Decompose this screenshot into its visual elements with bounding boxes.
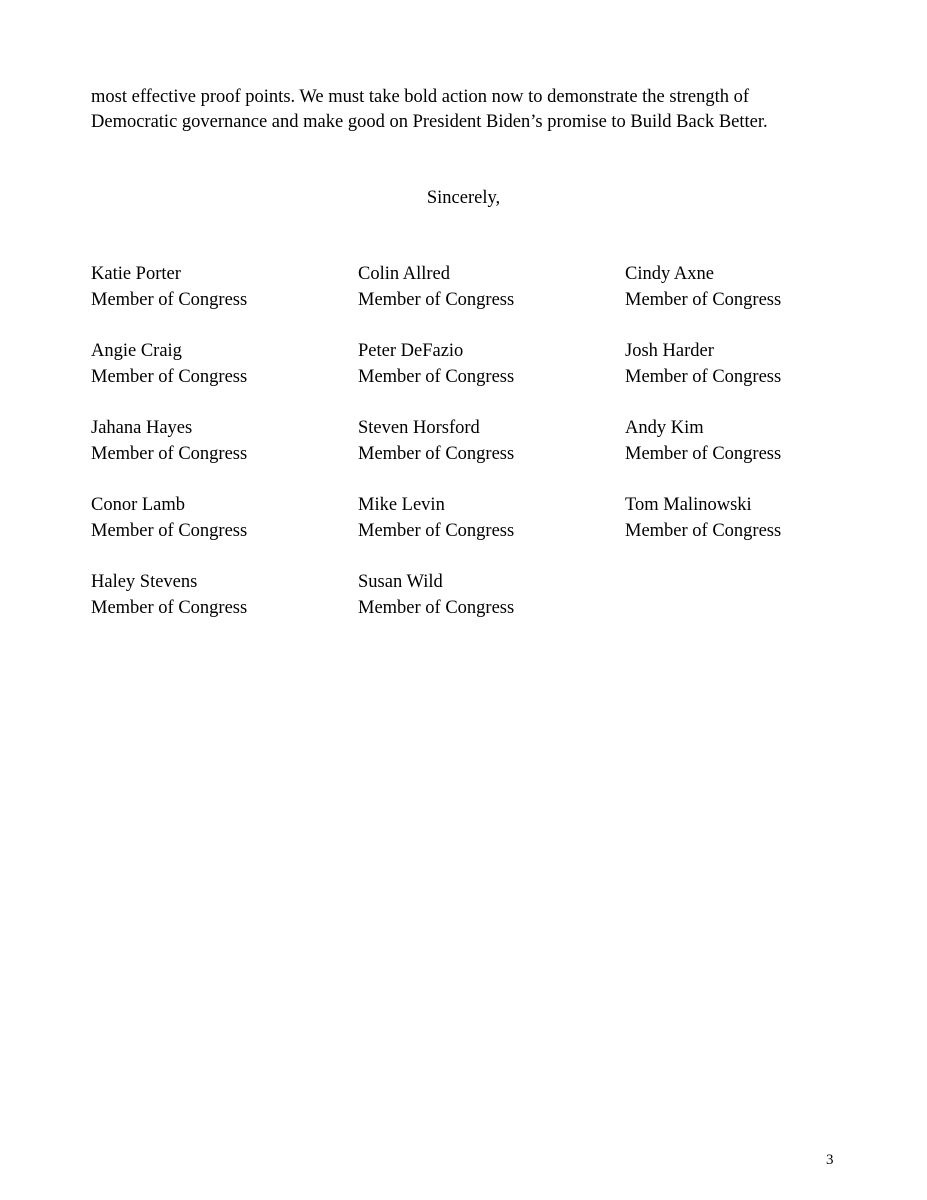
signer-title: Member of Congress	[625, 444, 782, 464]
signer-title: Member of Congress	[625, 367, 782, 387]
signer-jahana-hayes	[91, 415, 358, 467]
signer-title: Member of Congress	[358, 444, 515, 464]
signer-name: Andy Kim	[625, 418, 704, 438]
signer-name: Conor Lamb	[91, 495, 186, 515]
signer-name: Tom Malinowski	[625, 495, 752, 515]
signer-name: Cindy Axne	[625, 264, 714, 284]
signer-tom-malinowski	[625, 492, 851, 544]
signer-name: Haley Stevens	[91, 572, 198, 592]
signer-title: Member of Congress	[91, 521, 248, 541]
signer-andy-kim	[625, 415, 851, 467]
signer-title: Member of Congress	[358, 598, 515, 618]
body-line: most effective proof points. We must take bold action now to demonstrate the strength of	[91, 87, 750, 107]
signer-name: Angie Craig	[91, 341, 182, 361]
signer-colin-allred	[358, 261, 625, 313]
signer-haley-stevens	[91, 569, 358, 621]
signer-name: Mike Levin	[358, 495, 445, 515]
signer-title: Member of Congress	[91, 598, 248, 618]
signer-title: Member of Congress	[358, 367, 515, 387]
signer-name: Susan Wild	[358, 572, 443, 592]
signer-peter-defazio	[358, 338, 625, 390]
signer-title: Member of Congress	[91, 367, 248, 387]
signer-angie-craig	[91, 338, 358, 390]
body-paragraph	[91, 85, 841, 135]
signer-title: Member of Congress	[91, 444, 248, 464]
signer-name: Colin Allred	[358, 264, 450, 284]
signer-title: Member of Congress	[91, 290, 248, 310]
signature-block	[91, 261, 851, 621]
signer-title: Member of Congress	[358, 290, 515, 310]
signer-conor-lamb	[91, 492, 358, 544]
signer-title: Member of Congress	[625, 521, 782, 541]
signer-katie-porter	[91, 261, 358, 313]
page-number: 3	[826, 1152, 834, 1168]
signer-name: Steven Horsford	[358, 418, 480, 438]
signer-title: Member of Congress	[625, 290, 782, 310]
body-line: Democratic governance and make good on President Biden’s promise to Build Back Better.	[91, 112, 768, 132]
closing-salutation: Sincerely,	[426, 188, 501, 208]
signer-mike-levin	[358, 492, 625, 544]
signer-josh-harder	[625, 338, 851, 390]
signer-steven-horsford	[358, 415, 625, 467]
signer-susan-wild	[358, 569, 625, 621]
signer-name: Jahana Hayes	[91, 418, 193, 438]
signer-name: Josh Harder	[625, 341, 714, 361]
signer-title: Member of Congress	[358, 521, 515, 541]
signer-cindy-axne	[625, 261, 851, 313]
signer-name: Peter DeFazio	[358, 341, 464, 361]
signer-name: Katie Porter	[91, 264, 181, 284]
